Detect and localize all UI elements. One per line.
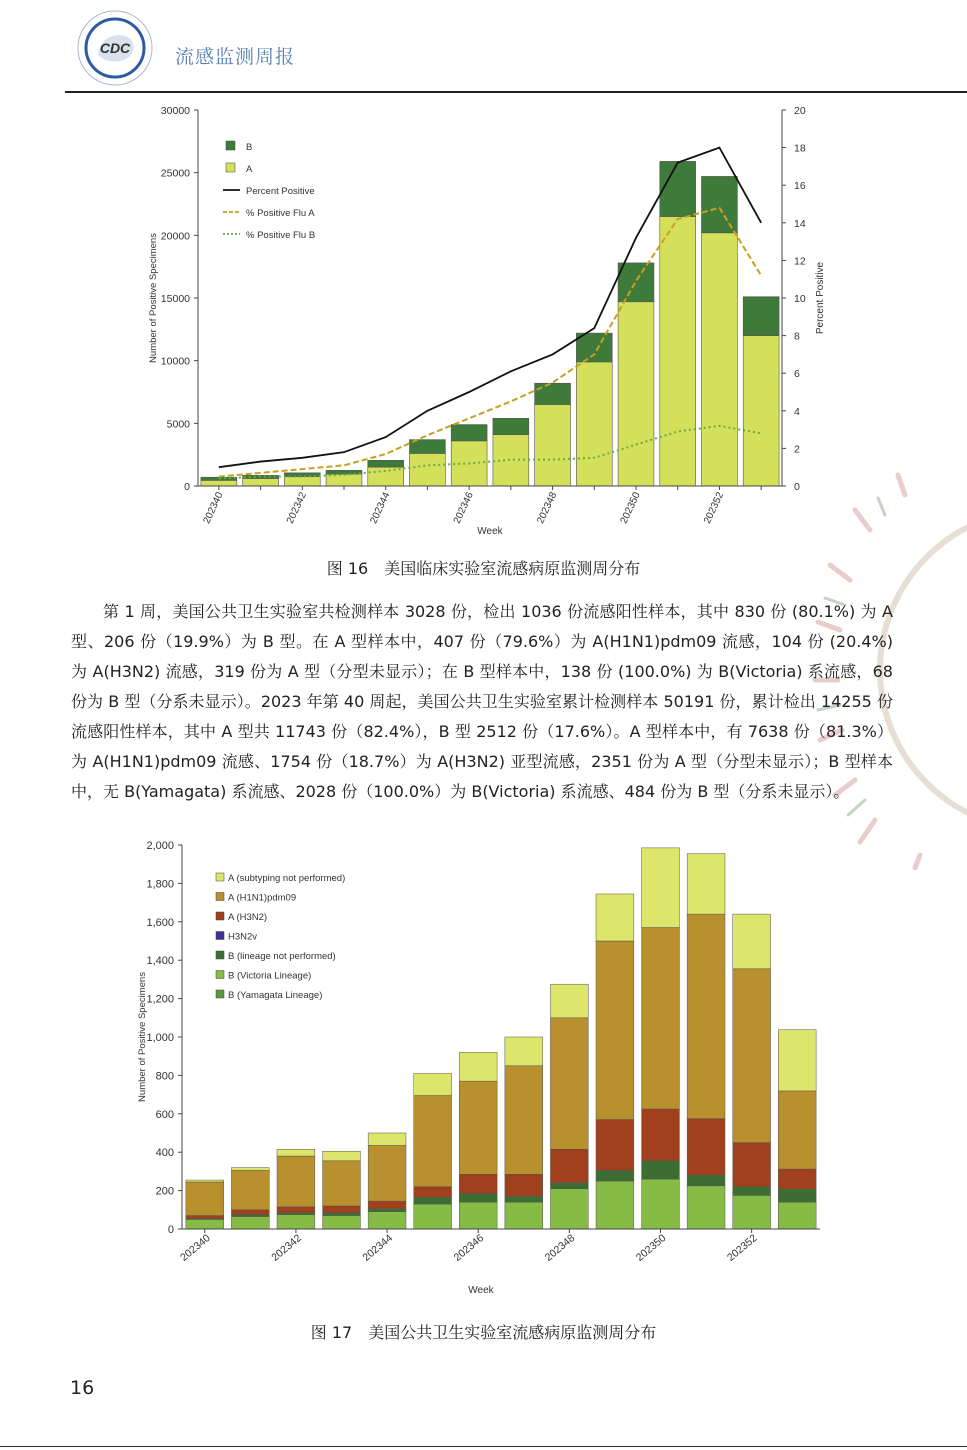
- y-tick-label: 25000: [160, 167, 190, 180]
- bar-segment: [231, 1168, 269, 1171]
- bar-segment: [368, 1133, 406, 1145]
- bar-segment: [596, 1120, 634, 1171]
- bar-segment: [778, 1189, 816, 1202]
- y-tick-label: 5000: [166, 418, 190, 431]
- y-tick-label: 600: [155, 1108, 174, 1121]
- legend-label: A (H3N2): [228, 912, 268, 923]
- bar-segment: [323, 1213, 361, 1216]
- y2-tick-label: 4: [794, 405, 800, 418]
- bar-segment: [701, 233, 737, 486]
- bar-segment: [186, 1182, 224, 1216]
- x-tick-label: 202342: [284, 490, 310, 526]
- bar-segment: [231, 1170, 269, 1209]
- header-divider: [65, 91, 967, 93]
- page-number: 16: [70, 1377, 95, 1399]
- bar-segment: [687, 1119, 725, 1176]
- x-tick-label: 202346: [451, 1232, 487, 1264]
- bar-segment: [733, 1143, 771, 1187]
- bar-segment: [778, 1030, 816, 1091]
- y-tick-label: 2,000: [146, 840, 174, 852]
- bar-segment: [505, 1196, 543, 1202]
- x-tick-label: 202350: [618, 490, 643, 526]
- bar-segment: [778, 1169, 816, 1189]
- footer-divider: [0, 1446, 967, 1447]
- bar-segment: [409, 453, 445, 486]
- bar-segment: [459, 1052, 497, 1081]
- bar-segment: [550, 1149, 588, 1183]
- bar-segment: [778, 1091, 816, 1169]
- y-tick-label: 1,400: [146, 955, 174, 968]
- bar-segment: [326, 474, 362, 486]
- bar-segment: [743, 336, 779, 486]
- bar-segment: [459, 1174, 497, 1193]
- bar-segment: [733, 969, 771, 1143]
- bar-segment: [505, 1202, 543, 1229]
- bar-segment: [284, 477, 320, 486]
- legend-label: B (lineage not performed): [228, 951, 336, 962]
- bar-segment: [323, 1206, 361, 1213]
- y2-tick-label: 8: [794, 330, 800, 343]
- bar-segment: [459, 1081, 497, 1174]
- y-tick-label: 1,200: [146, 993, 174, 1006]
- legend-label: % Positive Flu A: [246, 208, 315, 219]
- y-tick-label: 0: [184, 481, 190, 493]
- x-tick-label: 202346: [451, 490, 476, 526]
- bar-segment: [701, 176, 737, 232]
- bar-segment: [368, 1209, 406, 1212]
- legend-label: B (Victoria Lineage): [228, 970, 312, 982]
- svg-text:CDC: CDC: [99, 40, 131, 56]
- public-health-lab-chart: [120, 835, 840, 1305]
- y2-tick-label: 0: [794, 481, 800, 493]
- legend-swatch: [216, 932, 224, 940]
- x-tick-label: 202350: [633, 1232, 669, 1264]
- bar-segment: [277, 1156, 315, 1207]
- bar-segment: [368, 1145, 406, 1201]
- bar-segment: [323, 1161, 361, 1206]
- legend-label: A: [246, 164, 253, 175]
- y-tick-label: 30000: [160, 105, 190, 117]
- bar-segment: [687, 914, 725, 1118]
- bar-segment: [618, 263, 654, 302]
- bar-segment: [459, 1202, 497, 1229]
- y-tick-label: 15000: [160, 293, 190, 305]
- bar-segment: [414, 1096, 452, 1187]
- bar-segment: [642, 1179, 680, 1229]
- x-tick-label: 202340: [178, 1232, 213, 1264]
- legend-swatch: [226, 141, 235, 150]
- bar-segment: [414, 1197, 452, 1204]
- x-tick-label: 202342: [269, 1232, 304, 1264]
- bar-segment: [576, 362, 612, 486]
- bar-segment: [550, 984, 588, 1018]
- bar-segment: [505, 1066, 543, 1174]
- bar-segment: [451, 425, 487, 441]
- bar-segment: [733, 1187, 771, 1196]
- bar-segment: [733, 914, 771, 969]
- y-tick-label: 0: [167, 1224, 174, 1236]
- x-tick-label: 202352: [725, 1232, 760, 1264]
- bar-segment: [576, 333, 612, 362]
- x-tick-label: 202344: [368, 490, 393, 526]
- bar-segment: [535, 383, 571, 404]
- x-tick-label: 202348: [542, 1232, 578, 1264]
- bar-segment: [277, 1149, 315, 1156]
- y2-tick-label: 16: [794, 180, 806, 193]
- page-header: [0, 0, 967, 95]
- bar-segment: [368, 467, 404, 486]
- y-tick-label: 800: [155, 1070, 174, 1083]
- bar-segment: [277, 1213, 315, 1215]
- x-tick-label: 202352: [702, 490, 727, 526]
- legend-swatch: [216, 951, 224, 959]
- y2-tick-label: 14: [794, 217, 806, 230]
- bar-segment: [550, 1189, 588, 1229]
- bar-segment: [535, 405, 571, 486]
- bar-segment: [326, 470, 362, 474]
- y2-tick-label: 12: [794, 255, 806, 268]
- bar-segment: [596, 941, 634, 1120]
- y-tick-label: 20000: [160, 230, 190, 243]
- bar-segment: [277, 1215, 315, 1229]
- y-tick-label: 1,600: [146, 916, 174, 929]
- bar-segment: [687, 854, 725, 914]
- bar-segment: [778, 1202, 816, 1229]
- legend-label: A (subtyping not performed): [228, 873, 346, 884]
- bar-segment: [596, 1170, 634, 1181]
- bar-segment: [368, 460, 404, 467]
- y2-axis-title: Percent Positive: [815, 261, 826, 335]
- legend-label: B: [246, 142, 253, 153]
- bar-segment: [505, 1037, 543, 1066]
- bar-segment: [642, 848, 680, 928]
- bar-segment: [642, 1161, 680, 1179]
- y2-tick-label: 6: [794, 368, 800, 381]
- legend-swatch: [216, 971, 224, 979]
- legend-swatch: [216, 893, 224, 901]
- legend-label: % Positive Flu B: [246, 230, 316, 241]
- y-tick-label: 10000: [160, 355, 190, 368]
- legend-swatch: [216, 873, 224, 881]
- bar-segment: [368, 1212, 406, 1229]
- bar-segment: [414, 1073, 452, 1095]
- legend-label: A (H1N1)pdm09: [228, 892, 297, 904]
- bar-segment: [505, 1174, 543, 1196]
- bar-segment: [243, 478, 279, 486]
- bar-segment: [642, 928, 680, 1109]
- x-tick-label: 202348: [535, 490, 560, 526]
- bar-segment: [596, 894, 634, 941]
- y-tick-label: 200: [155, 1185, 174, 1198]
- bar-segment: [596, 1181, 634, 1229]
- figure16-caption: 图 16 美国临床实验室流感病原监测周分布: [326, 559, 641, 578]
- y2-tick-label: 2: [794, 443, 800, 456]
- bar-segment: [231, 1215, 269, 1217]
- bar-segment: [493, 418, 529, 434]
- bar-segment: [733, 1195, 771, 1229]
- bar-segment: [687, 1175, 725, 1186]
- x-tick-label: 202344: [360, 1232, 395, 1264]
- bar-segment: [201, 480, 237, 486]
- bar-segment: [323, 1216, 361, 1229]
- x-axis-title: Week: [477, 526, 503, 537]
- publication-title: 流感监测周报: [175, 46, 296, 68]
- figure17-caption: 图 17 美国公共卫生实验室流感病原监测周分布: [310, 1323, 657, 1342]
- clinical-lab-chart: [120, 98, 840, 543]
- bar-segment: [660, 161, 696, 216]
- bar-segment: [231, 1217, 269, 1229]
- bar-segment: [743, 297, 779, 336]
- body-paragraph: 第 1 周，美国公共卫生实验室共检测样本 3028 份，检出 1036 份流感阳性样本，其中 830 份 (80.1%) 为 A 型、206 份（19.9%）为 B 型。在 A 型样本中，407 份（79.6%）为 A(H1N1)pdm09 流感，104 份 (20.4%) 为 A(H3N2) 流感，319 份为 A 型（分型未显示）；在 B 型样本中，138 份 (100.0%) 为 B(Victoria) 系流感，68 份为 B 型（分系未显示）。2023 年第 40 周起，美国公共卫生实验室累计检测样本 50191 份，累计检出 14255 份流感阳性样本，其中 A 型共 11743 份（82.4%），B 型 2512 份（17.6%）。A 型样本中，有 7638 份（81.3%）为 A(H1N1)pdm09 流感、1754 份（18.7%）为 A(H3N2) 亚型流感，2351 份为 A 型（分型未显示）；B 型样本中，无 B(Yamagata) 系流感、2028 份（100.0%）为 B(Victoria) 系流感、484 份为 B 型（分系未显示）。: [71, 602, 893, 801]
- bar-segment: [186, 1216, 224, 1219]
- y-axis-title: Number of Positive Specimens: [137, 972, 148, 1102]
- y-tick-label: 1,800: [146, 878, 174, 891]
- bar-segment: [186, 1180, 224, 1182]
- bar-segment: [550, 1018, 588, 1150]
- bar-segment: [231, 1210, 269, 1215]
- legend-swatch: [216, 990, 224, 998]
- legend-swatch: [216, 912, 224, 920]
- bar-segment: [277, 1207, 315, 1213]
- legend-label: H3N2v: [228, 931, 258, 943]
- bar-segment: [186, 1219, 224, 1229]
- y-tick-label: 400: [155, 1147, 174, 1160]
- bar-segment: [642, 1109, 680, 1161]
- cdc-logo: [70, 5, 160, 87]
- bar-segment: [323, 1151, 361, 1161]
- bar-segment: [618, 302, 654, 486]
- y2-tick-label: 10: [794, 293, 806, 305]
- bar-segment: [368, 1201, 406, 1209]
- bar-segment: [459, 1193, 497, 1202]
- bar-segment: [687, 1186, 725, 1229]
- bar-segment: [414, 1204, 452, 1229]
- bar-segment: [414, 1187, 452, 1198]
- x-tick-label: 202340: [201, 490, 226, 526]
- y-axis-title: Number of Positive Specimens: [148, 233, 159, 363]
- bar-segment: [550, 1183, 588, 1189]
- legend-label: B (Yamagata Lineage): [228, 990, 323, 1001]
- x-axis-title: Week: [468, 1285, 494, 1296]
- y2-tick-label: 20: [794, 105, 806, 117]
- legend-swatch: [226, 163, 235, 172]
- legend-label: Percent Positive: [246, 186, 315, 197]
- y-tick-label: 1,000: [146, 1032, 174, 1044]
- y2-tick-label: 18: [794, 142, 806, 155]
- bar-segment: [660, 217, 696, 486]
